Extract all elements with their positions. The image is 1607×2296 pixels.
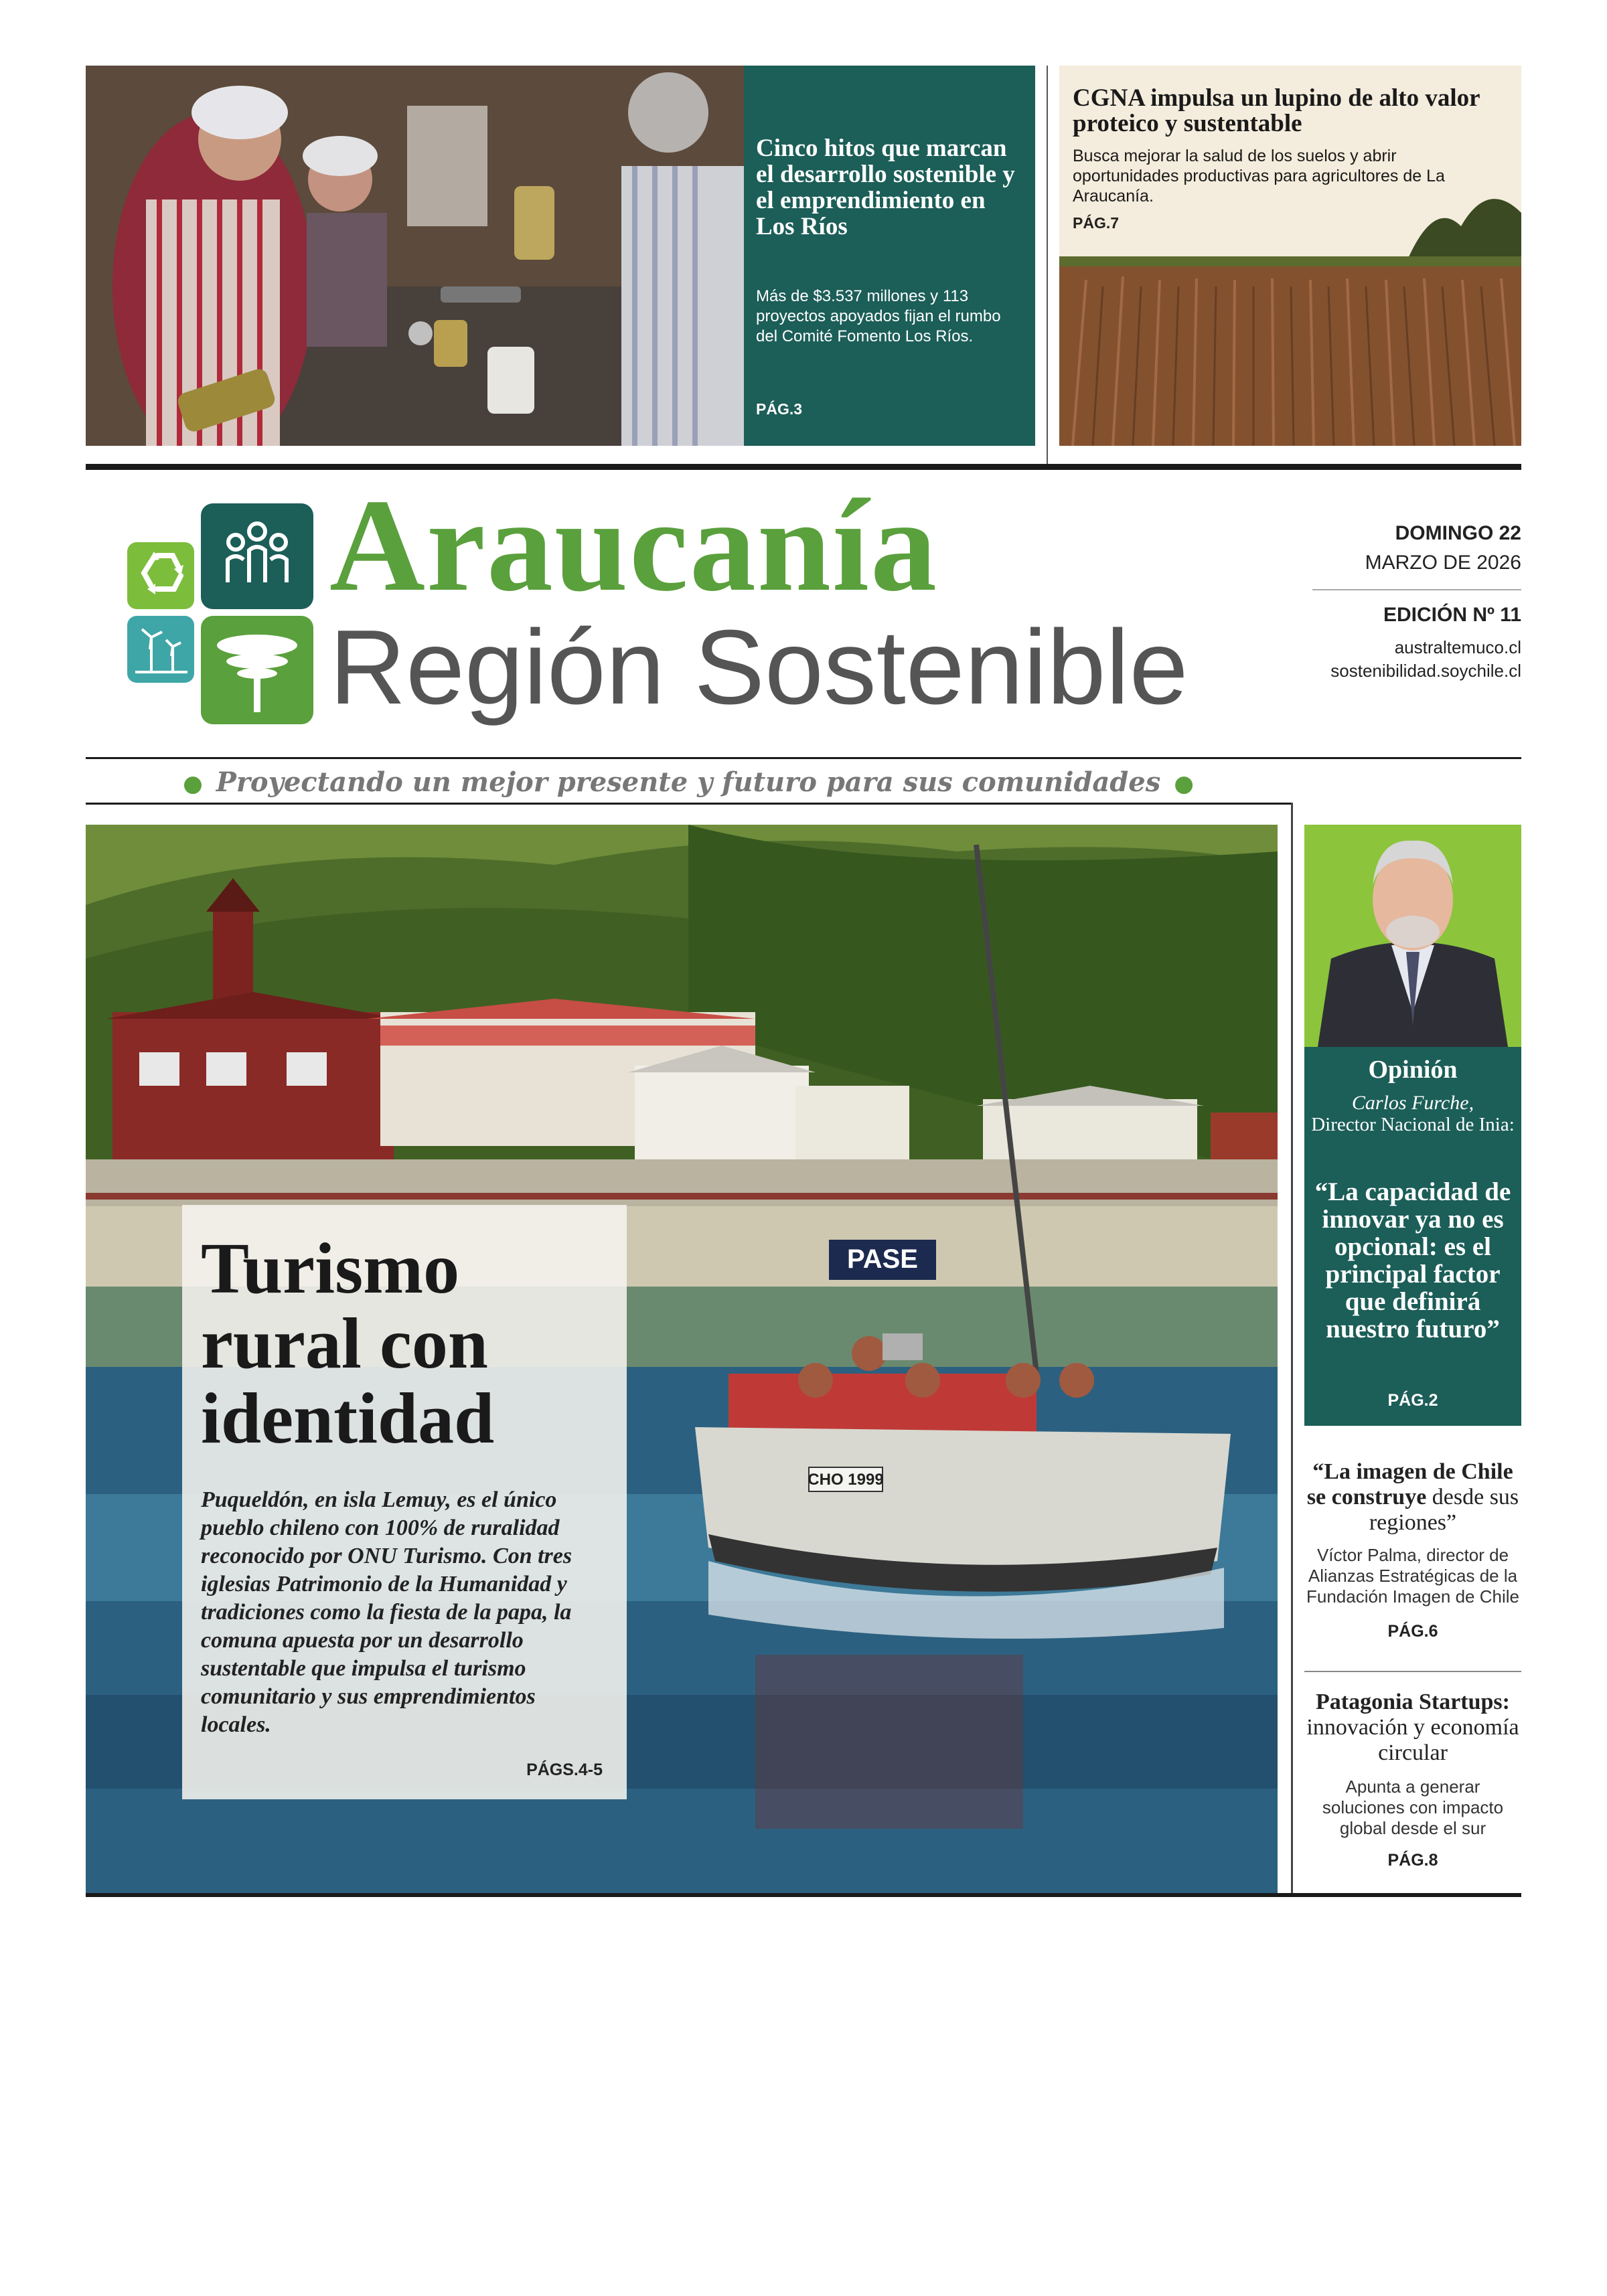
main-deck: Puqueldón, en isla Lemuy, es el único pueblo chileno con 100% de ruralidad reconocido por ONU Turismo. Con tres iglesias Patrimonio de la Humanidad y tradiciones como la fiesta de la papa, la comuna apuesta por un desarrollo sustentable que impulsa el turismo comunitario y sus emprendimientos locales. (201, 1487, 572, 1737)
masthead-title: Araucanía (329, 472, 938, 619)
teaser-cgna[interactable] (1073, 86, 1488, 232)
teaser-headline[interactable]: CGNA impulsa un lupino de alto valor proteico y sustentable (1073, 84, 1480, 137)
page-bottom-rule (86, 1893, 1521, 1897)
recycle-icon (127, 542, 194, 609)
teaser-summary: Busca mejorar la salud de los suelos y abrir oportunidades productivas para agricultores de La Araucanía. (1073, 147, 1445, 206)
bullet-icon: ● (1174, 770, 1194, 797)
teaser-box-los-rios[interactable] (744, 66, 1035, 446)
site-link-austral[interactable]: australtemuco.cl (1394, 637, 1521, 657)
teaser-page-ref[interactable]: PÁG.3 (756, 400, 803, 418)
opinion-role: Director Nacional de Inia: (1311, 1114, 1515, 1135)
sidebar-summary: Apunta a generar soluciones con impacto global desde el sur (1322, 1777, 1504, 1838)
sidebar-headline: Patagonia Startups: (1316, 1690, 1510, 1714)
opinion-author: Carlos Furche, (1351, 1092, 1474, 1114)
sidebar-item-patagonia-startups[interactable] (1304, 1690, 1521, 1870)
opinion-quote[interactable]: “La capacidad de innovar ya no es opcional: es el principal factor que definirá nuestro futuro” (1314, 1177, 1511, 1343)
main-page-ref[interactable]: PÁGS.4-5 (526, 1760, 603, 1779)
issue-month-year: MARZO DE 2026 (1365, 552, 1521, 574)
boat-registration: CHO 1999 (808, 1471, 884, 1489)
main-headline[interactable]: Turismo rural con identidad (201, 1229, 495, 1459)
sidebar-divider (1304, 1671, 1521, 1672)
masthead-logo (127, 503, 316, 724)
masthead-subtitle: Región Sostenible (329, 608, 1189, 726)
boat-sign: PASE (847, 1244, 918, 1274)
main-story-box[interactable] (182, 1205, 627, 1799)
sidebar-page-ref[interactable]: PÁG.8 (1387, 1851, 1438, 1870)
opinion-box[interactable] (1304, 1047, 1521, 1426)
issue-edition: EDICIÓN Nº 11 (1383, 604, 1521, 626)
tagline-text: Proyectando un mejor presente y futuro para sus comunidades (216, 766, 1161, 798)
sidebar-byline: Víctor Palma, director de Alianzas Estratégicas de la Fundación Imagen de Chile (1306, 1545, 1519, 1607)
issue-divider (1312, 589, 1521, 590)
community-icon (201, 503, 313, 609)
tagline-bar (86, 763, 1291, 802)
sidebar-headline-rest: innovación y economía circular (1306, 1715, 1519, 1765)
issue-info (1312, 522, 1521, 681)
bullet-icon: ● (183, 770, 203, 797)
teaser-photo-kitchen (86, 66, 744, 446)
sidebar-item-imagen-chile[interactable] (1304, 1459, 1521, 1641)
opinion-page-ref[interactable]: PÁG.2 (1387, 1391, 1438, 1410)
opinion-portrait (1304, 825, 1521, 1047)
masthead-top-rule (86, 464, 1521, 470)
sidebar-quote-bold: “La imagen de Chile se construye (1306, 1459, 1513, 1509)
opinion-label: Opinión (1368, 1056, 1458, 1084)
teaser-headline[interactable]: Cinco hitos que marcan el desarrollo sostenible y el emprendimiento en Los Ríos (756, 135, 1015, 240)
teaser-page-ref[interactable]: PÁG.7 (1073, 214, 1120, 232)
teaser-divider (1047, 66, 1048, 466)
issue-day: DOMINGO 22 (1395, 522, 1521, 544)
teaser-summary: Más de $3.537 millones y 113 proyectos apoyados fijan el rumbo del Comité Fomento Los Ríos. (756, 287, 1001, 345)
tagline-top-rule (86, 757, 1521, 759)
sidebar-quote-rest: desde sus regiones” (1369, 1485, 1519, 1535)
column-divider (1291, 803, 1293, 1894)
site-link-soychile[interactable]: sostenibilidad.soychile.cl (1330, 661, 1521, 681)
sidebar-page-ref[interactable]: PÁG.6 (1387, 1622, 1438, 1641)
tagline-bottom-rule (86, 803, 1291, 805)
